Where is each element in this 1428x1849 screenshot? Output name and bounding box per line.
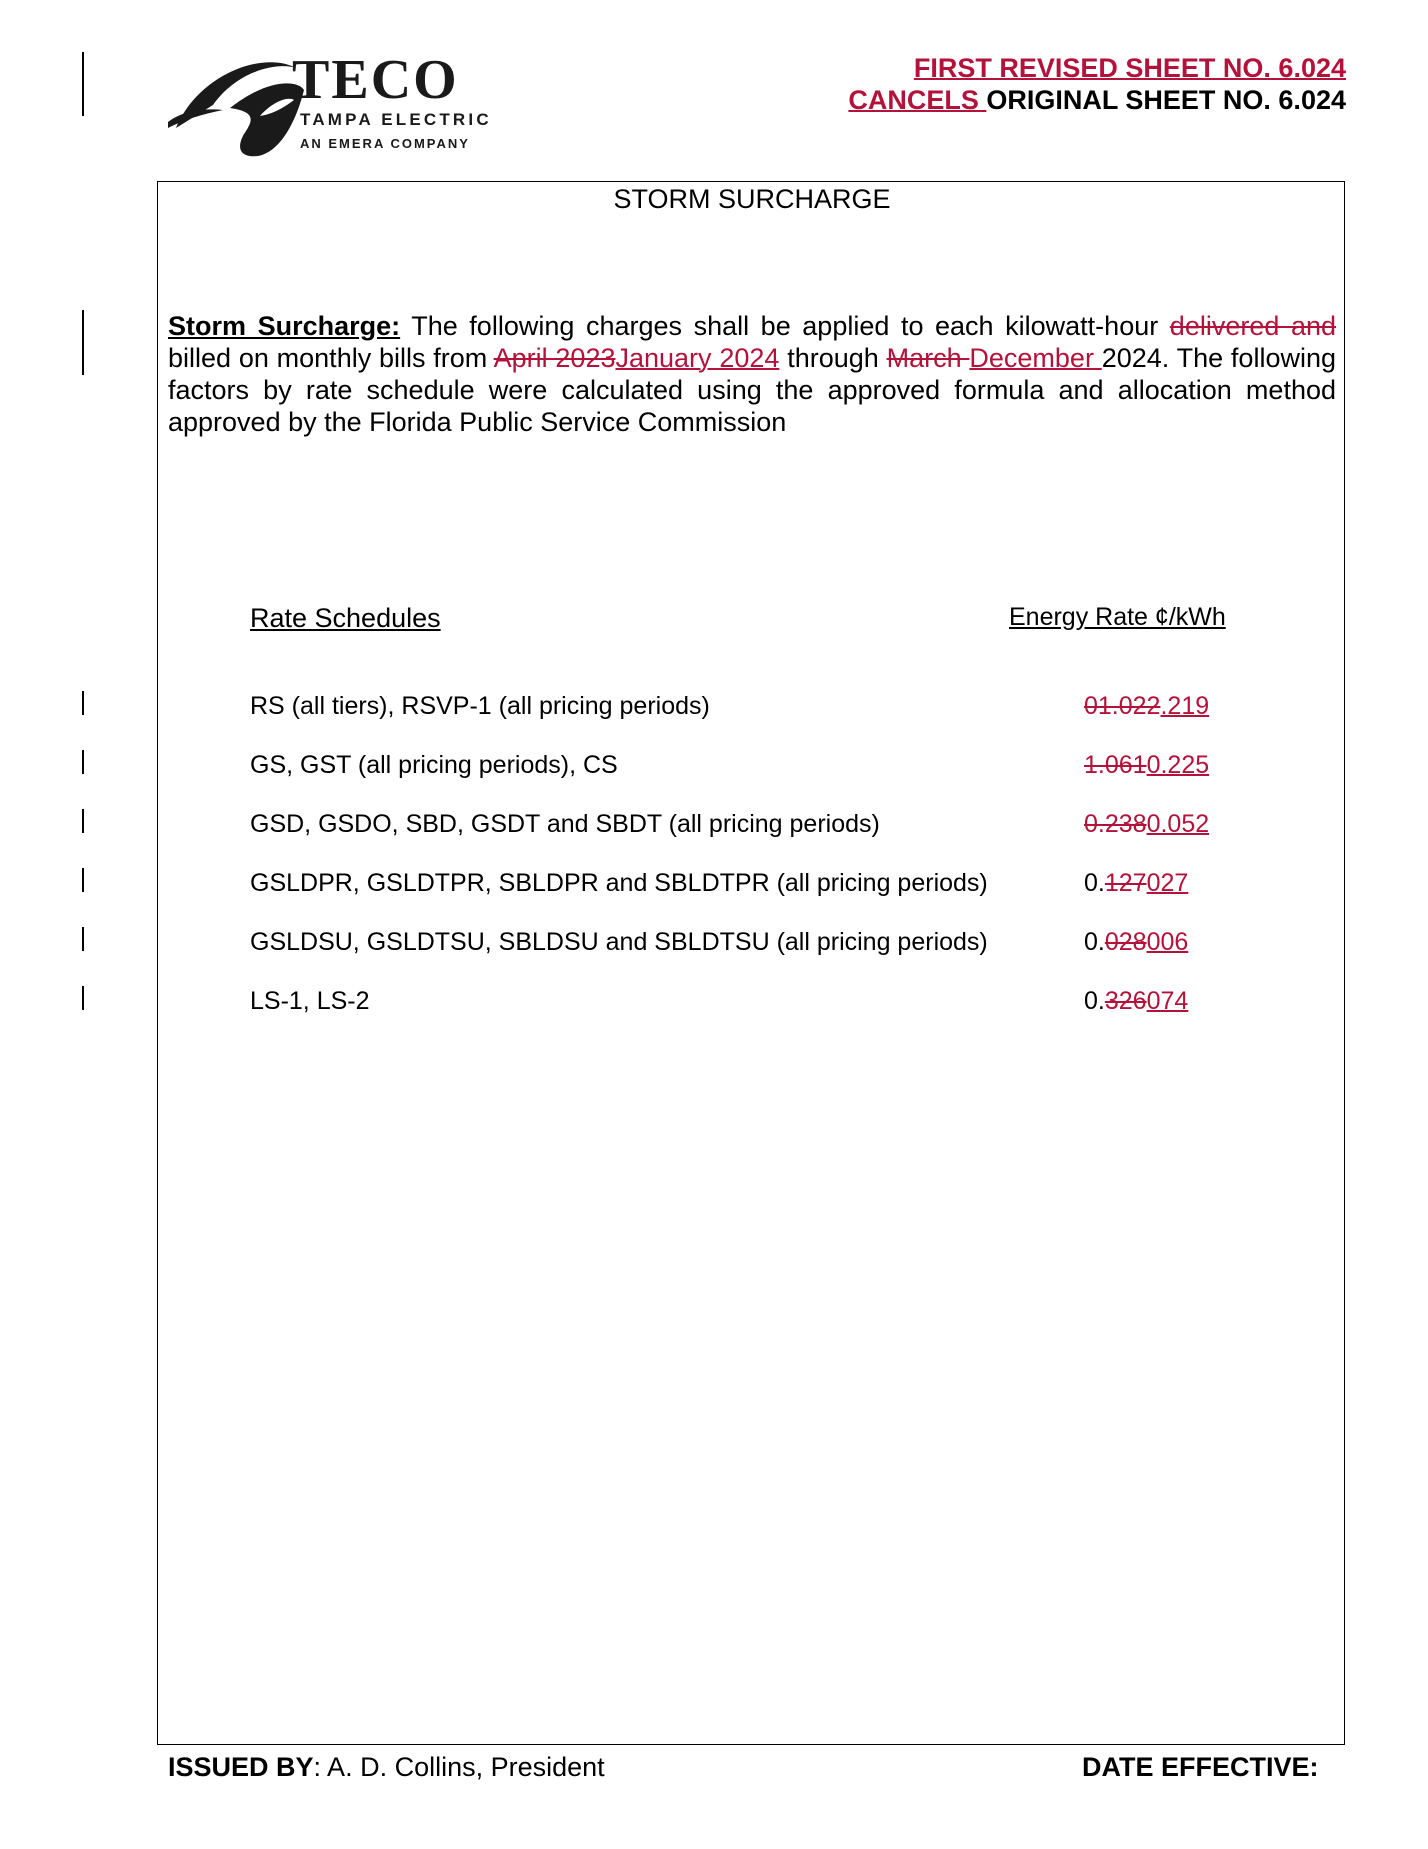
paragraph-text-2: billed on monthly bills from [168,343,494,373]
paragraph-text-3: through [779,343,887,373]
rate-row-value [1084,987,1188,1016]
rate-row-value [1084,810,1209,839]
value-deleted: 01.022 [1084,692,1161,720]
change-bar-row-6 [82,986,84,1010]
logo-subtitle: TAMPA ELECTRIC [300,110,492,129]
column-header-rate-schedules: Rate Schedules [250,603,441,633]
value-prefix: 0. [1084,987,1105,1015]
deleted-text-2: April 2023 [493,343,616,373]
change-bar-header [82,52,84,116]
inserted-text-2: December [969,343,1102,373]
rate-row-value [1084,692,1209,721]
change-bar-row-2 [82,750,84,774]
rate-row-value [1084,751,1209,780]
issued-by-label: ISSUED BY [168,1752,314,1782]
value-deleted: 0.238 [1084,810,1147,838]
value-prefix: 0. [1084,928,1105,956]
paragraph-lead: Storm Surcharge: [168,311,401,341]
rate-row-label: GSLDPR, GSLDTPR, SBLDPR and SBLDTPR (all pricing periods) [250,869,988,897]
issued-by [168,1752,605,1783]
value-deleted: 127 [1104,869,1147,897]
page-title: STORM SURCHARGE [613,184,891,214]
rate-row-value [1084,928,1188,957]
value-inserted: 074 [1146,987,1189,1015]
paragraph-text-4: 2024. The following factors by rate schedule were calculated using the approved formula and allocation method approved by the Florida Public Service Commission [168,343,1336,437]
rate-row-label: GSLDSU, GSLDTSU, SBLDSU and SBLDTSU (all pricing periods) [250,928,988,956]
teco-logo [160,48,580,158]
deleted-text-3: March [886,343,970,373]
cancels-sheet: ORIGINAL SHEET NO. 6.024 [986,85,1346,115]
rate-row-label: RS (all tiers), RSVP-1 (all pricing periods) [250,692,710,720]
change-bar-row-1 [82,691,84,715]
value-inserted: 006 [1146,928,1189,956]
storm-surcharge-paragraph [168,310,1336,438]
sheet-number-text: FIRST REVISED SHEET NO. 6.024 [913,53,1346,83]
change-bar-row-5 [82,927,84,951]
sheet-number-line [914,52,1346,84]
value-deleted: 1.061 [1084,751,1147,779]
column-header-energy-rate: Energy Rate ¢/kWh [1009,603,1226,631]
rate-row-value [1084,869,1188,898]
paragraph-text-1: The following charges shall be applied to each kilowatt-hour [400,311,1170,341]
cancels-insert: CANCELS [848,85,987,115]
value-prefix: 0. [1084,869,1105,897]
teco-wordmark: TECO [292,49,459,111]
rate-row-label: GSD, GSDO, SBD, GSDT and SBDT (all pricing periods) [250,810,880,838]
rate-row-label: LS-1, LS-2 [250,987,370,1015]
value-inserted: 0.052 [1146,810,1210,838]
value-deleted: 326 [1104,987,1147,1015]
date-effective: DATE EFFECTIVE: [1082,1752,1319,1782]
logo-tagline: AN EMERA COMPANY [300,136,470,151]
inserted-text-1: January 2024 [615,343,780,373]
change-bar-row-4 [82,868,84,892]
teco-swoosh-icon [168,50,308,158]
issued-by-value: : A. D. Collins, President [313,1752,605,1782]
value-deleted: 028 [1104,928,1147,956]
value-inserted: 0.225 [1146,751,1210,779]
cancels-line [848,84,1346,116]
value-inserted: 027 [1146,869,1189,897]
rate-row-label: GS, GST (all pricing periods), CS [250,751,618,779]
change-bar-paragraph [82,310,84,375]
value-inserted: .219 [1160,692,1210,720]
deleted-text-1: delivered and [1169,311,1336,341]
change-bar-row-3 [82,809,84,833]
